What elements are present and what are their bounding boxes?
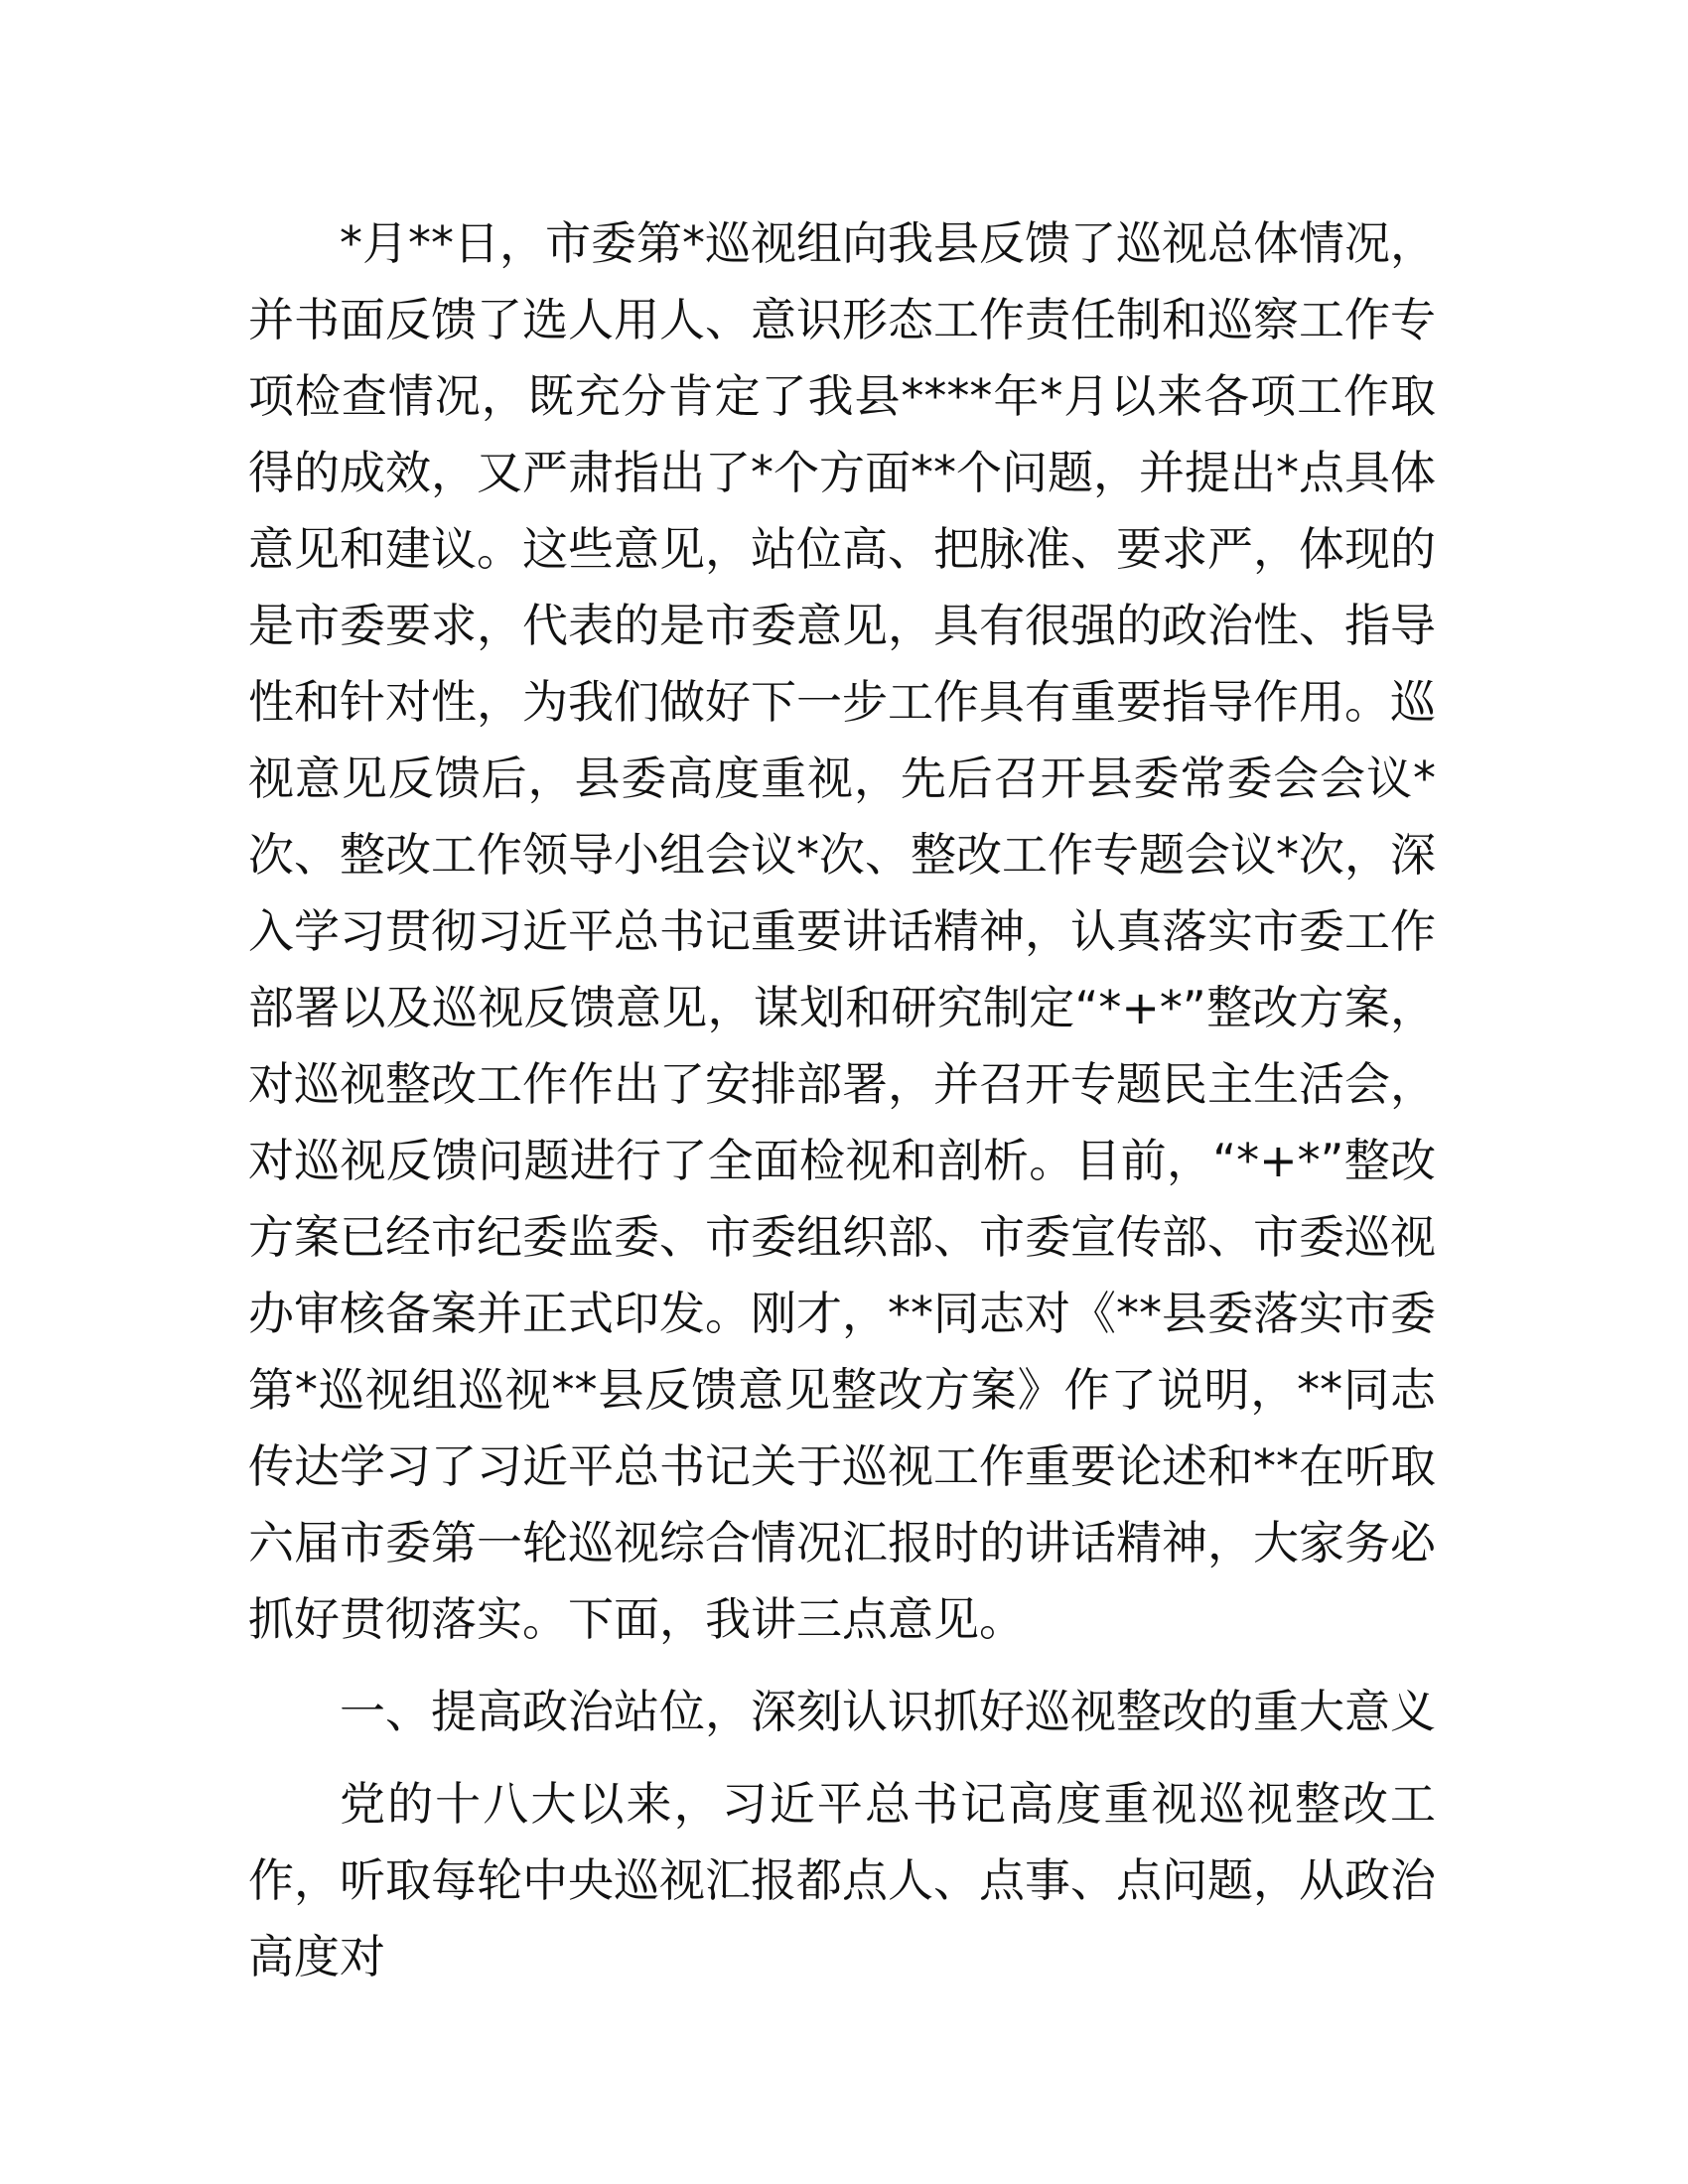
- document-body: [248, 205, 1436, 1995]
- section-heading-1: 一、提高政治站位，深刻认识抓好巡视整改的重大意义: [340, 1685, 1436, 1738]
- body-paragraph-intro: *月**日，市委第*巡视组向我县反馈了巡视总体情况，并书面反馈了选人用人、意识形态工作责任制和巡察工作专项检查情况，既充分肯定了我县****年*月以来各项工作取得的成效，又严肃指出了*个方面**个问题，并提出*点具体意见和建议。这些意见，站位高、把脉准、要求严，体现的是市委要求，代表的是市委意见，具有很强的政治性、指导性和针对性，为我们做好下一步工作具有重要指导作用。巡视意见反馈后，县委高度重视，先后召开县委常委会会议*次、整改工作领导小组会议*次、整改工作专题会议*次，深入学习贯彻习近平总书记重要讲话精神，认真落实市委工作部署以及巡视反馈意见，谋划和研究制定“*+*”整改方案，对巡视整改工作作出了安排部署，并召开专题民主生活会，对巡视反馈问题进行了全面检视和剖析。目前，“*+*”整改方案已经市纪委监委、市委组织部、市委宣传部、市委巡视办审核备案并正式印发。刚才，**同志对《**县委落实市委第*巡视组巡视**县反馈意见整改方案》作了说明，**同志传达学习了习近平总书记关于巡视工作重要论述和**在听取六届市委第一轮巡视综合情况汇报时的讲话精神，大家务必抓好贯彻落实。下面，我讲三点意见。: [248, 216, 1436, 1646]
- body-paragraph-section-1: 党的十八大以来，习近平总书记高度重视巡视整改工作，听取每轮中央巡视汇报都点人、点事、点问题，从政治高度对: [248, 1777, 1436, 1983]
